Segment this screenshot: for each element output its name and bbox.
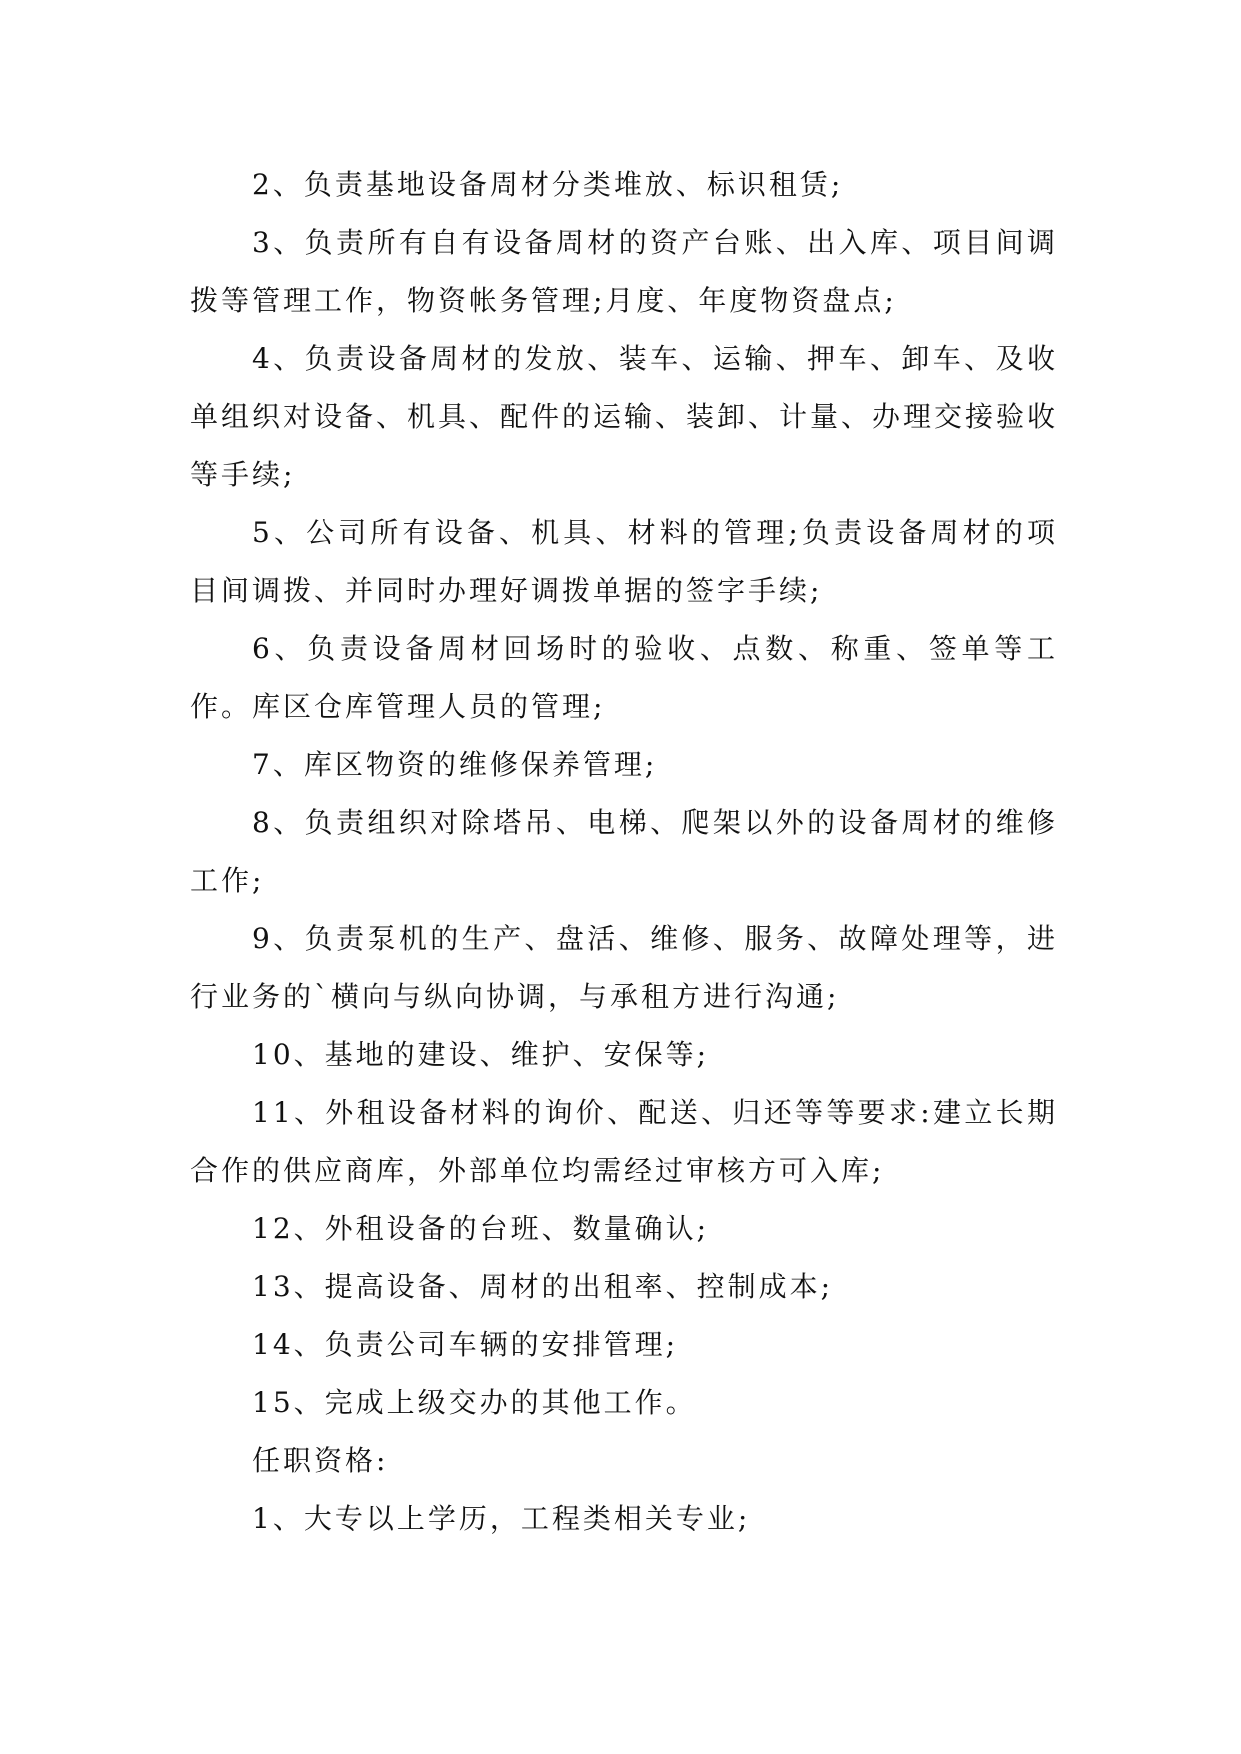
paragraph-duty-2: 2、负责基地设备周材分类堆放、标识租赁; bbox=[252, 168, 844, 201]
paragraph-duty-14: 14、负责公司车辆的安排管理; bbox=[252, 1328, 679, 1361]
paragraph-duty-15: 15、完成上级交办的其他工作。 bbox=[252, 1386, 697, 1419]
paragraph-duty-7: 7、库区物资的维修保养管理; bbox=[252, 748, 658, 781]
paragraph-duty-9: 9、负责泵机的生产、盘活、维修、服务、故障处理等，进行业务的`横向与纵向协调，与承租方进行沟通; bbox=[190, 922, 1058, 1013]
paragraph-duty-11: 11、外租设备材料的询价、配送、归还等等要求:建立长期合作的供应商库，外部单位均需经过审核方可入库; bbox=[190, 1096, 1058, 1187]
document-body bbox=[190, 156, 1058, 1548]
paragraph-duty-10: 10、基地的建设、维护、安保等; bbox=[252, 1038, 710, 1071]
section-heading-qualifications: 任职资格: bbox=[252, 1444, 389, 1477]
paragraph-duty-3: 3、负责所有自有设备周材的资产台账、出入库、项目间调拨等管理工作，物资帐务管理;月度、年度物资盘点; bbox=[190, 226, 1058, 317]
paragraph-duty-12: 12、外租设备的台班、数量确认; bbox=[252, 1212, 710, 1245]
paragraph-duty-13: 13、提高设备、周材的出租率、控制成本; bbox=[252, 1270, 834, 1303]
paragraph-duty-4: 4、负责设备周材的发放、装车、运输、押车、卸车、及收单组织对设备、机具、配件的运输、装卸、计量、办理交接验收等手续; bbox=[190, 342, 1059, 491]
paragraph-duty-6: 6、负责设备周材回场时的验收、点数、称重、签单等工作。库区仓库管理人员的管理; bbox=[190, 632, 1058, 723]
paragraph-qualification-1: 1、大专以上学历，工程类相关专业; bbox=[252, 1502, 751, 1535]
paragraph-duty-5: 5、公司所有设备、机具、材料的管理;负责设备周材的项目间调拨、并同时办理好调拨单据的签字手续; bbox=[190, 516, 1058, 607]
paragraph-duty-8: 8、负责组织对除塔吊、电梯、爬架以外的设备周材的维修工作; bbox=[190, 806, 1058, 897]
